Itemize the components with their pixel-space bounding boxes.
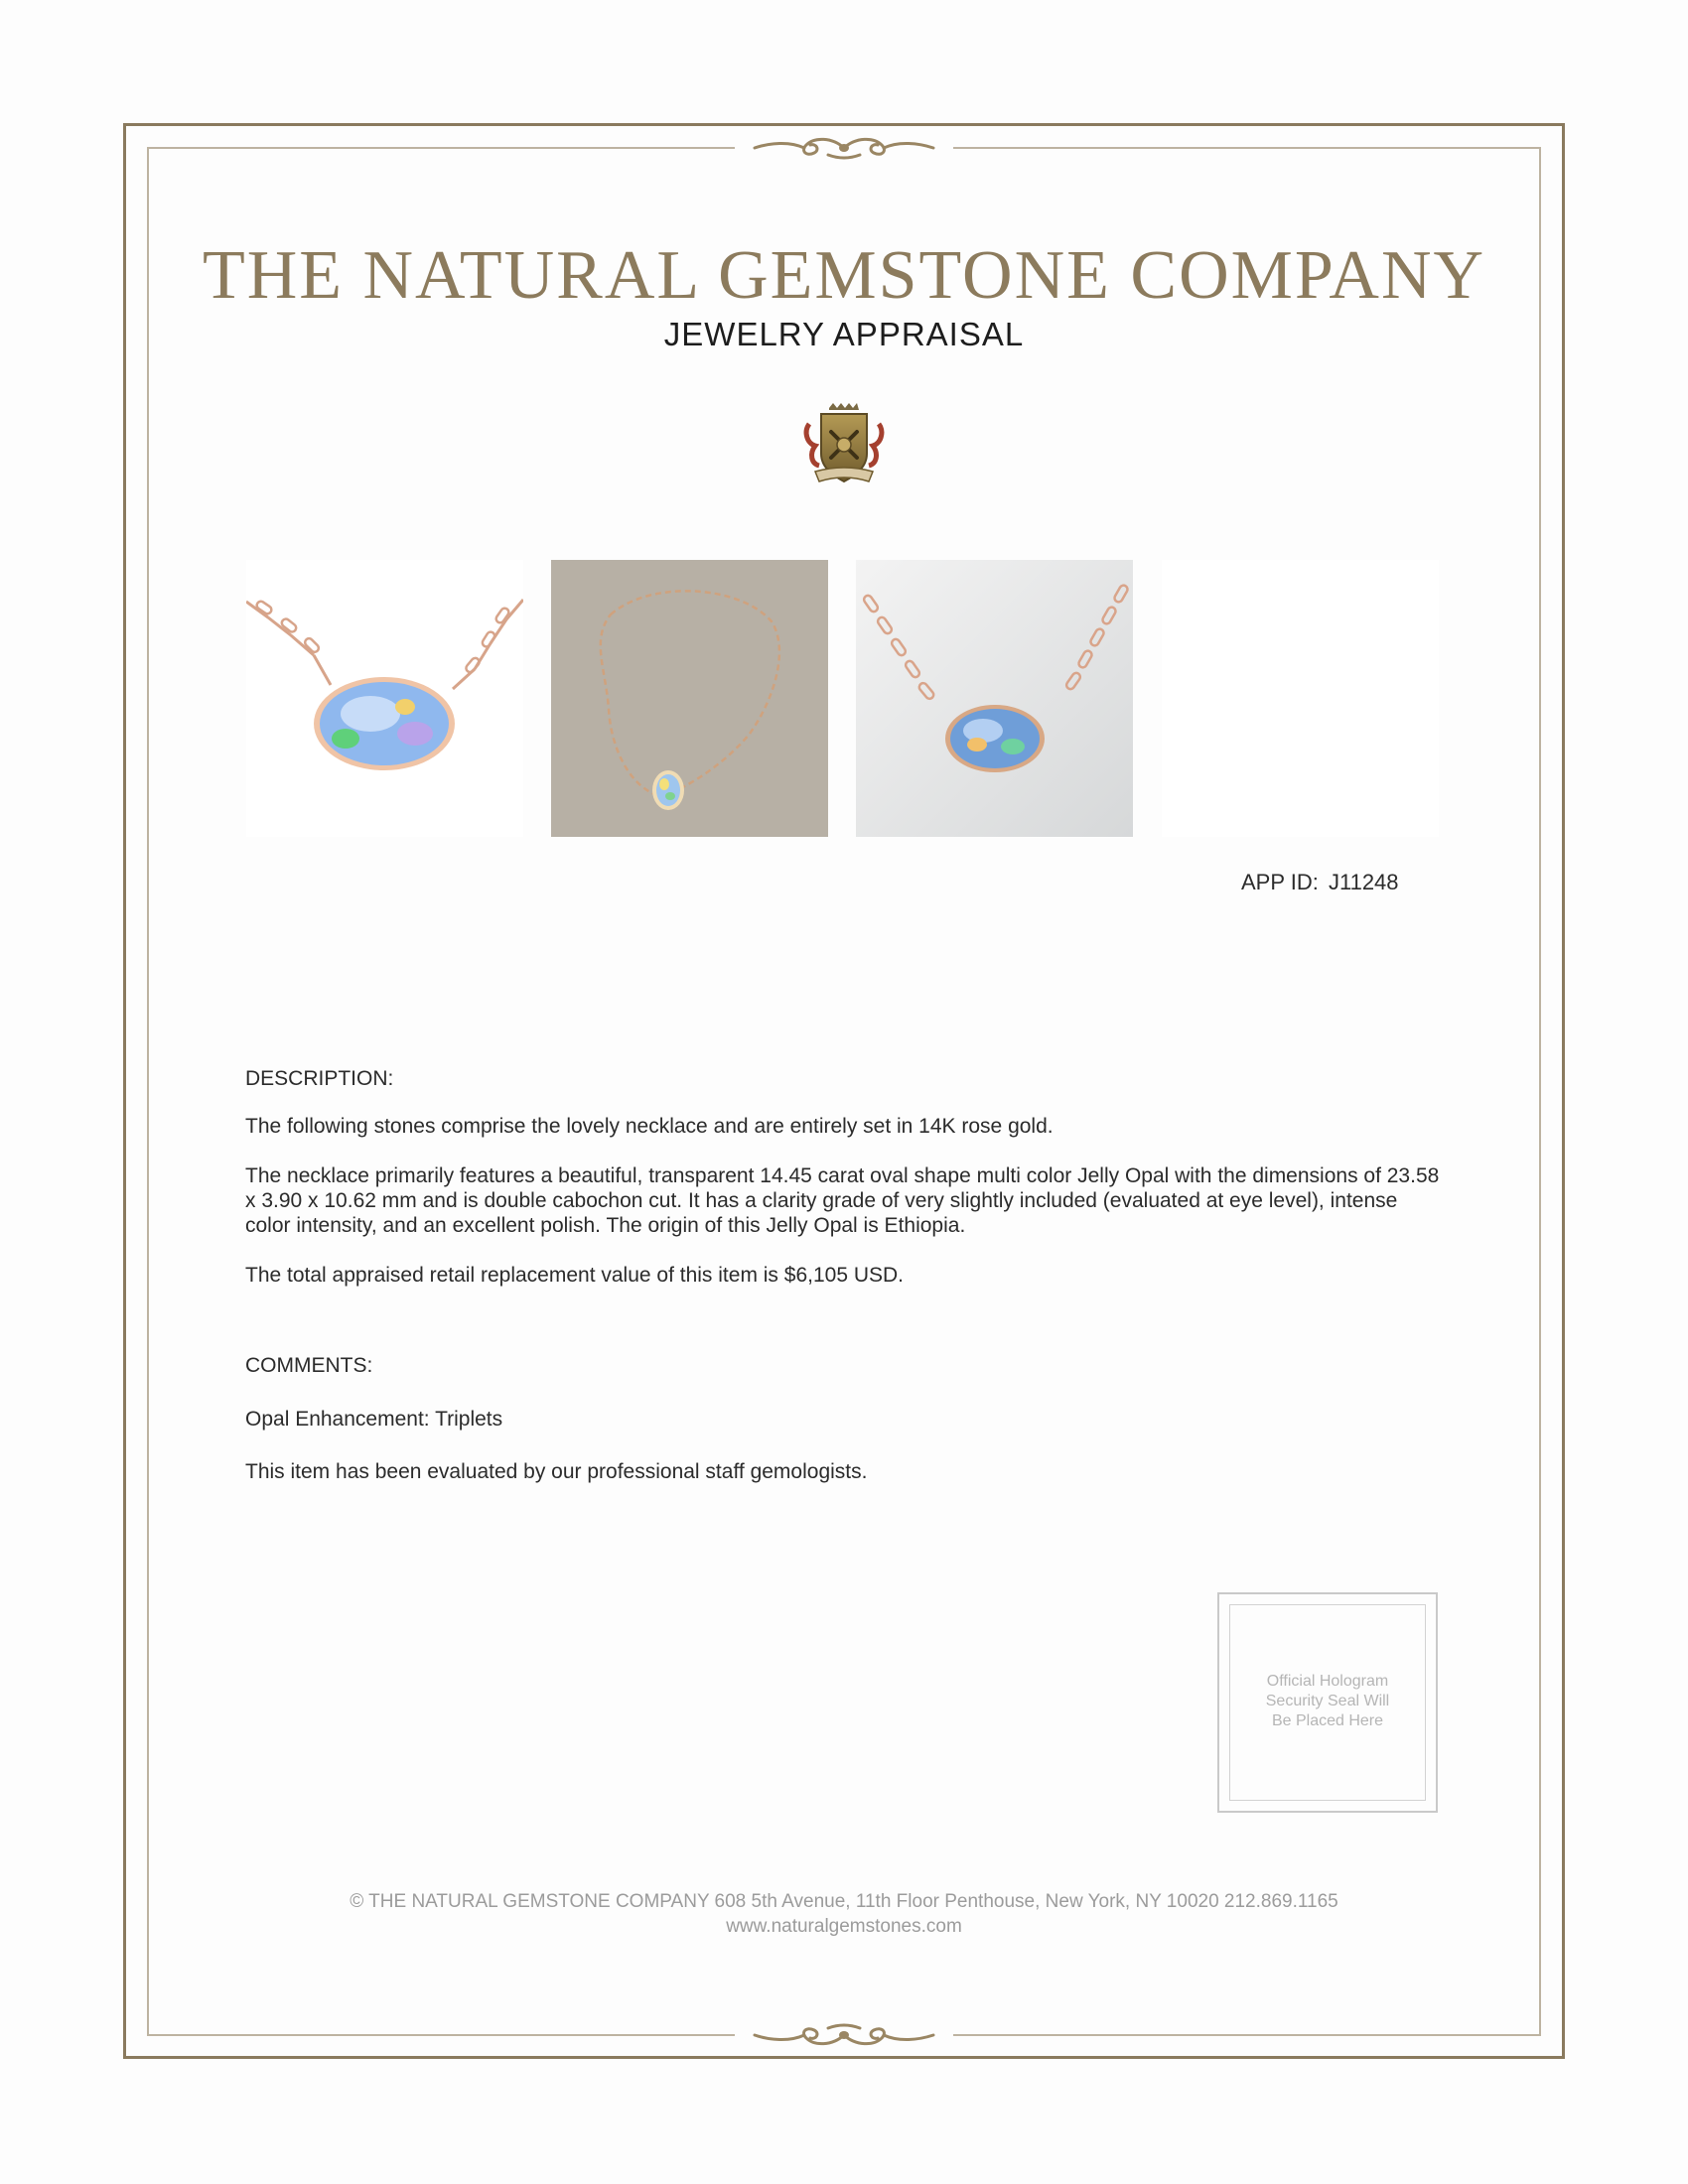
comments-line-1: Opal Enhancement: Triplets — [245, 1408, 503, 1431]
company-crest-logo — [801, 402, 887, 493]
inner-border-top-left — [147, 147, 735, 149]
description-body — [245, 1114, 1447, 1312]
necklace-display-photo — [856, 560, 1133, 837]
comments-line-2: This item has been evaluated by our professional staff gemologists. — [245, 1460, 868, 1483]
description-heading: DESCRIPTION: — [245, 1067, 394, 1090]
inner-border-bottom-left — [147, 2034, 735, 2036]
necklace-full-photo — [551, 560, 828, 837]
inner-border-right — [1539, 147, 1541, 2036]
description-paragraph-2: The necklace primarily features a beautiful, transparent 14.45 carat oval shape multi color Jelly Opal with the dimensions of 23.58 x 3.90 x 10.62 mm and is double cabochon cut. It has a clarity grade of very slightly included (evaluated at eye level), intense color intensity, and an excellent polish. The origin of this Jelly Opal is Ethiopia. — [245, 1164, 1440, 1237]
hologram-seal-placeholder — [1217, 1592, 1438, 1813]
company-name: THE NATURAL GEMSTONE COMPANY — [202, 237, 1486, 314]
app-id — [1241, 870, 1399, 895]
description-paragraph-1: The following stones comprise the lovely necklace and are entirely set in 14K rose gold. — [245, 1115, 1054, 1138]
bottom-flourish-icon — [745, 2018, 943, 2052]
description-paragraph-3: The total appraised retail replacement value of this item is $6,105 USD. — [245, 1264, 905, 1287]
inner-border-left — [147, 147, 149, 2036]
footer-address: © THE NATURAL GEMSTONE COMPANY 608 5th Avenue, 11th Floor Penthouse, New York, NY 10020 212.869.1165 — [350, 1891, 1338, 1912]
empty-photo-slot — [1162, 560, 1439, 837]
top-flourish-icon — [745, 131, 943, 165]
document-title: JEWELRY APPRAISAL — [663, 316, 1025, 352]
comments-heading: COMMENTS: — [245, 1354, 373, 1377]
app-id-label: APP ID: — [1241, 870, 1319, 894]
seal-text: Official Hologram Security Seal Will Be Placed Here — [1265, 1673, 1390, 1729]
inner-border-bottom-right — [953, 2034, 1541, 2036]
inner-border-top-right — [953, 147, 1541, 149]
necklace-closeup-photo — [246, 560, 523, 837]
footer-website-link[interactable]: www.naturalgemstones.com — [726, 1916, 962, 1937]
app-id-value: J11248 — [1328, 870, 1399, 894]
